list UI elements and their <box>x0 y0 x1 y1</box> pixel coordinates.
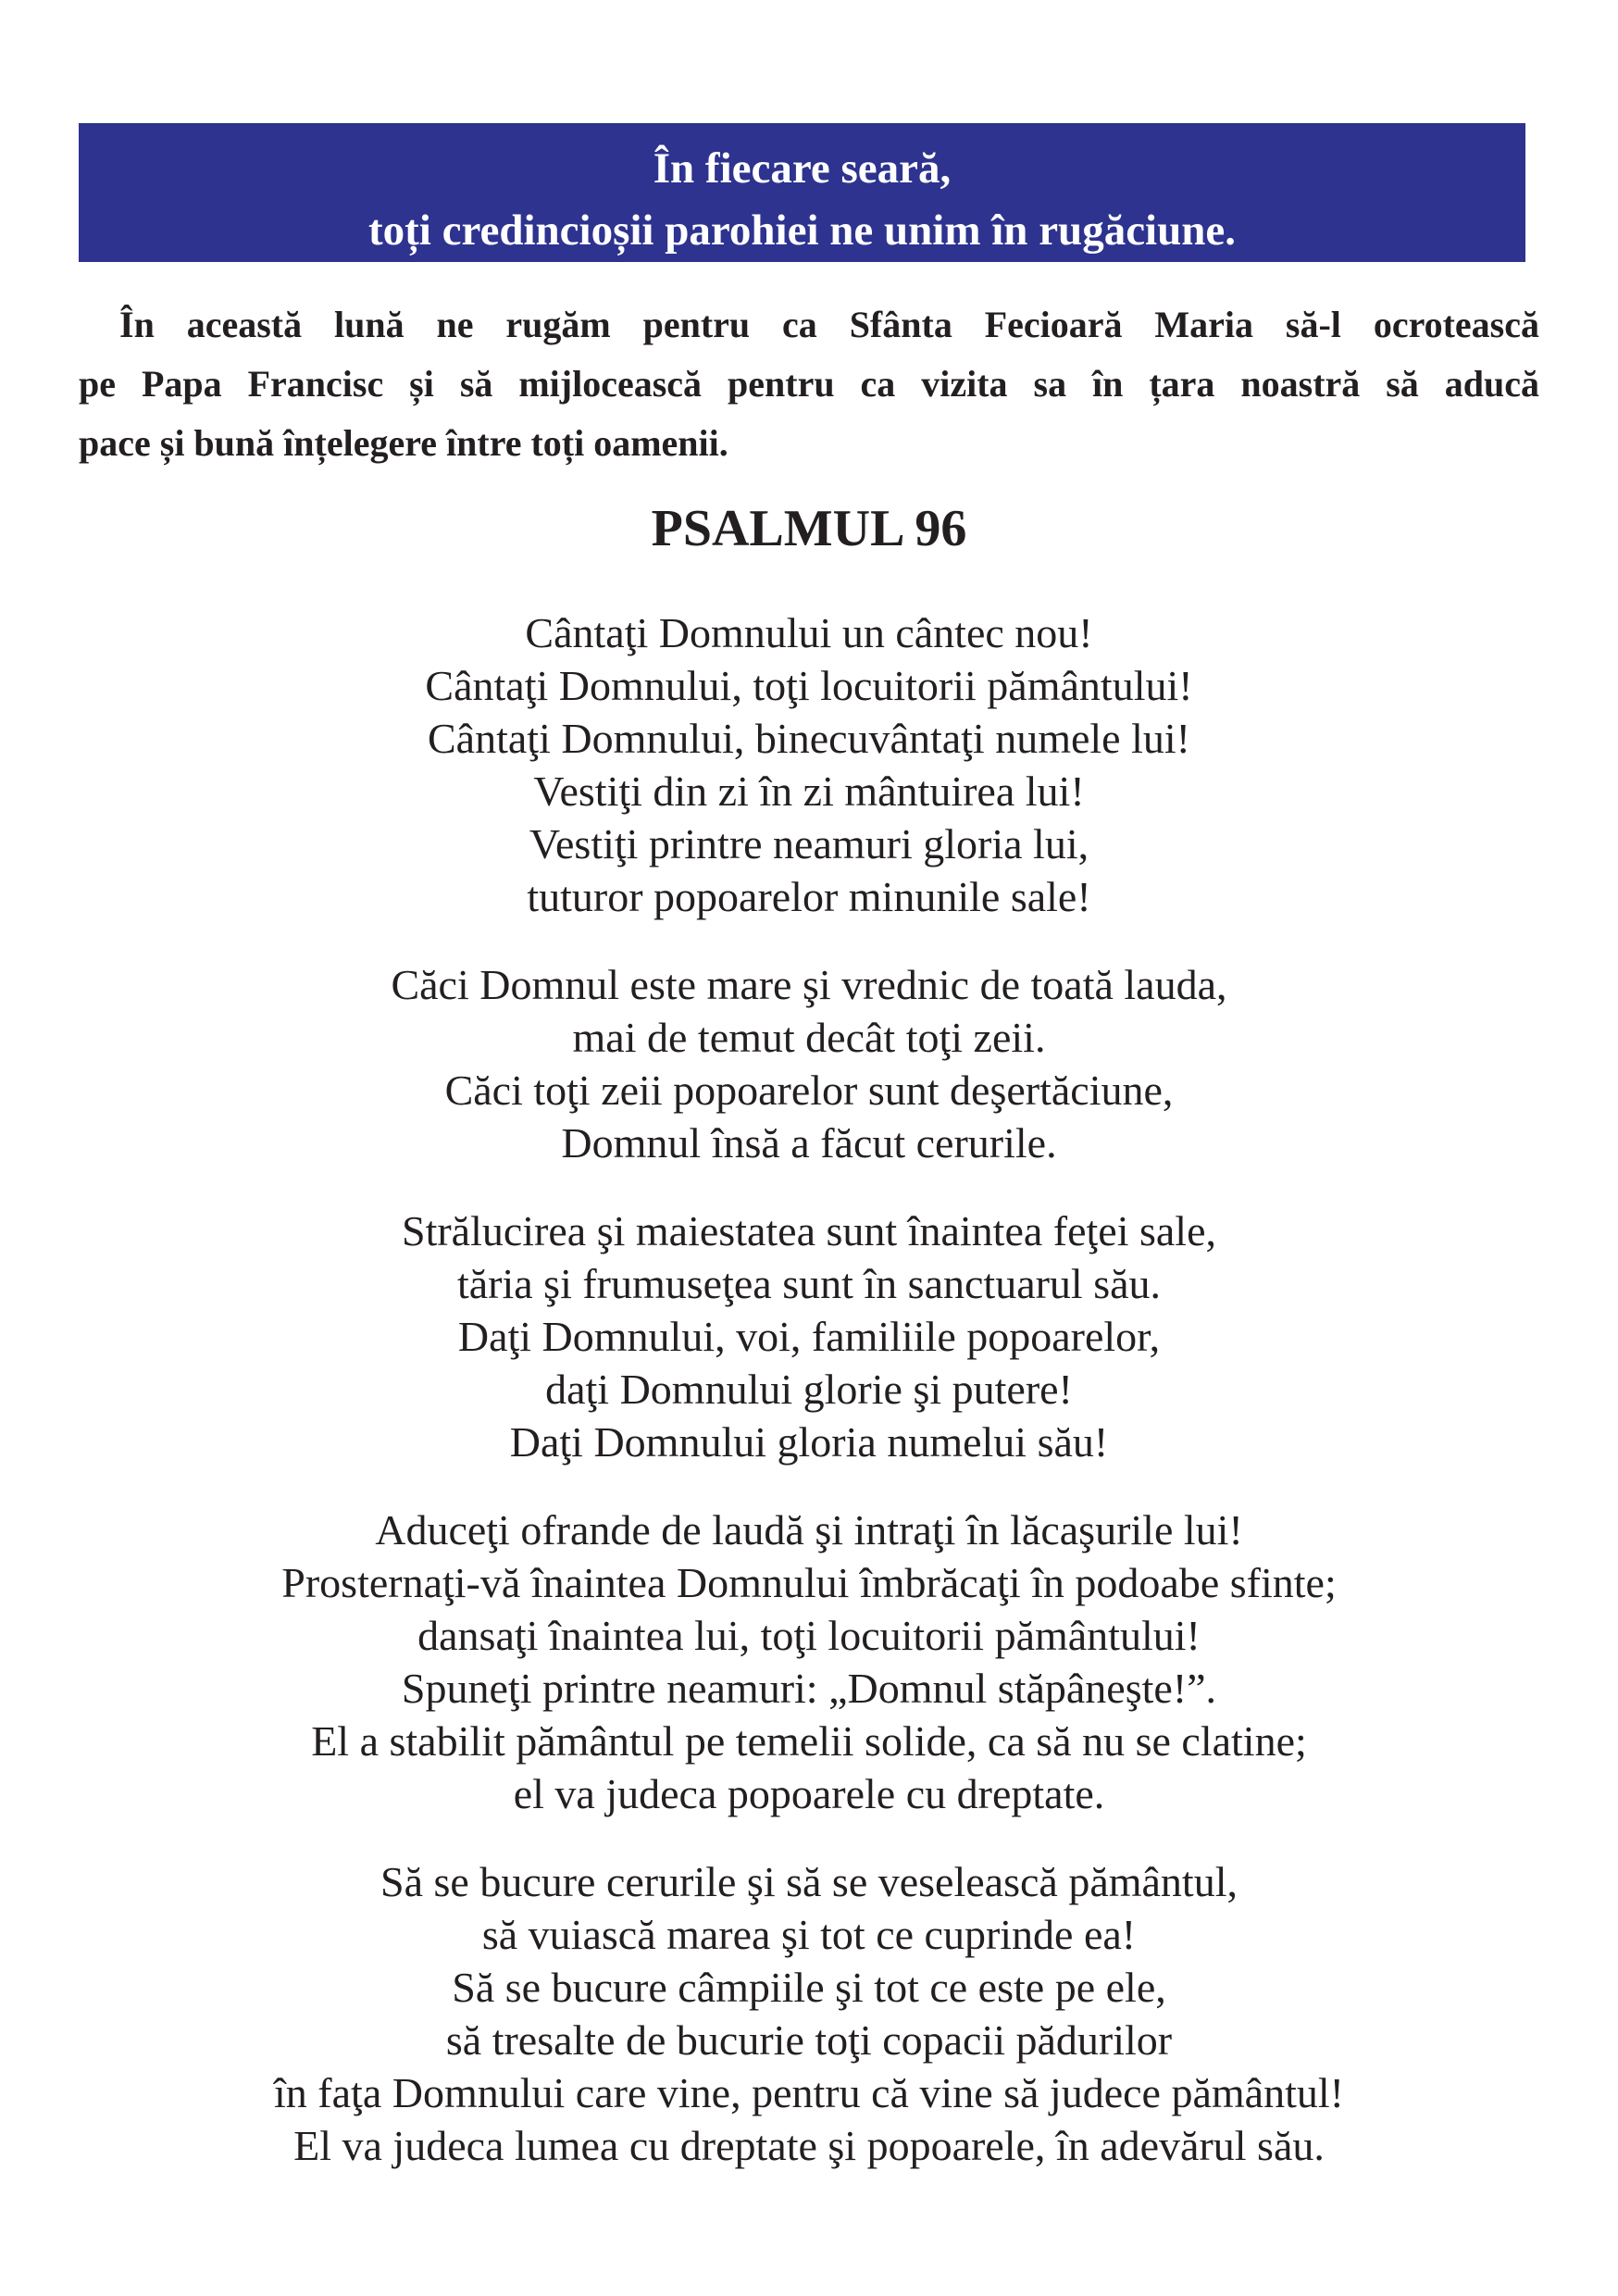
verse-line: Vestiţi din zi în zi mântuirea lui! <box>533 767 1085 815</box>
verse-line: Vestiţi printre neamuri gloria lui, <box>529 820 1089 867</box>
verse-line: tăria şi frumuseţea sunt în sanctuarul său. <box>456 1260 1162 1307</box>
verse-line: Domnul însă a făcut cerurile. <box>561 1119 1057 1167</box>
psalm-verses <box>79 606 1539 2172</box>
verse-line: Daţi Domnului, voi, familiile popoarelor, <box>457 1313 1161 1360</box>
verse-line: Căci toţi zeii popoarelor sunt deşertăciune, <box>444 1067 1174 1114</box>
verse-line: el va judeca popoarele cu dreptate. <box>513 1770 1105 1817</box>
verse-line: Daţi Domnului gloria numelui său! <box>509 1418 1109 1466</box>
intro-line: pe Papa Francisc și să mijlocească pentru ca vizita sa în țara noastră să aducă <box>79 363 1539 405</box>
prayer-banner <box>79 123 1525 262</box>
verse-line: El a stabilit pământul pe temelii solide, ca să nu se clatine; <box>311 1717 1307 1765</box>
verse-line: Cântaţi Domnului, binecuvântaţi numele lui! <box>428 715 1190 762</box>
stanza-4 <box>79 1504 1539 1820</box>
verse-line: daţi Domnului glorie şi putere! <box>545 1366 1073 1413</box>
banner-line-2: toți credincioșii parohiei ne unim în rugăciune. <box>367 206 1237 255</box>
verse-line: Să se bucure cerurile şi să se veselească pământul, <box>380 1858 1238 1905</box>
verse-line: Cântaţi Domnului, toţi locuitorii pământului! <box>425 662 1193 709</box>
stanza-1 <box>79 606 1539 923</box>
stanza-3 <box>79 1204 1539 1468</box>
verse-line: Căci Domnul este mare şi vrednic de toată lauda, <box>391 961 1227 1008</box>
intro-line: În această lună ne rugăm pentru ca Sfânta Fecioară Maria să-l ocrotească <box>119 304 1539 345</box>
verse-line: Spuneţi printre neamuri: „Domnul stăpâneşte!”. <box>401 1665 1217 1712</box>
monthly-intention-paragraph <box>79 295 1539 473</box>
verse-line: Strălucirea şi maiestatea sunt înaintea feţei sale, <box>401 1207 1217 1254</box>
stanza-2 <box>79 958 1539 1169</box>
verse-line: mai de temut decât toţi zeii. <box>572 1014 1046 1061</box>
stanza-5 <box>79 1855 1539 2172</box>
verse-line: Prosternaţi-vă înaintea Domnului îmbrăcaţi în podoabe sfinte; <box>281 1559 1337 1606</box>
verse-line: El va judeca lumea cu dreptate şi popoarele, în adevărul său. <box>293 2122 1325 2169</box>
psalm-title: PSALMUL 96 <box>651 500 967 557</box>
banner-line-1: În fiecare seară, <box>653 144 952 193</box>
intro-line: pace și bună înțelegere între toți oamenii. <box>79 422 728 464</box>
verse-line: să vuiască marea şi tot ce cuprinde ea! <box>481 1911 1137 1958</box>
verse-line: Cântaţi Domnului un cântec nou! <box>525 609 1093 656</box>
verse-line: să tresalte de bucurie toţi copacii pădurilor <box>445 2016 1173 2064</box>
verse-line: tuturor popoarelor minunile sale! <box>527 873 1091 920</box>
verse-line: Să se bucure câmpiile şi tot ce este pe ele, <box>452 1964 1166 2011</box>
verse-line: dansaţi înaintea lui, toţi locuitorii pământului! <box>417 1612 1201 1659</box>
verse-line: Aduceţi ofrande de laudă şi intraţi în lăcaşurile lui! <box>375 1506 1243 1554</box>
verse-line: în faţa Domnului care vine, pentru că vine să judece pământul! <box>274 2069 1344 2116</box>
